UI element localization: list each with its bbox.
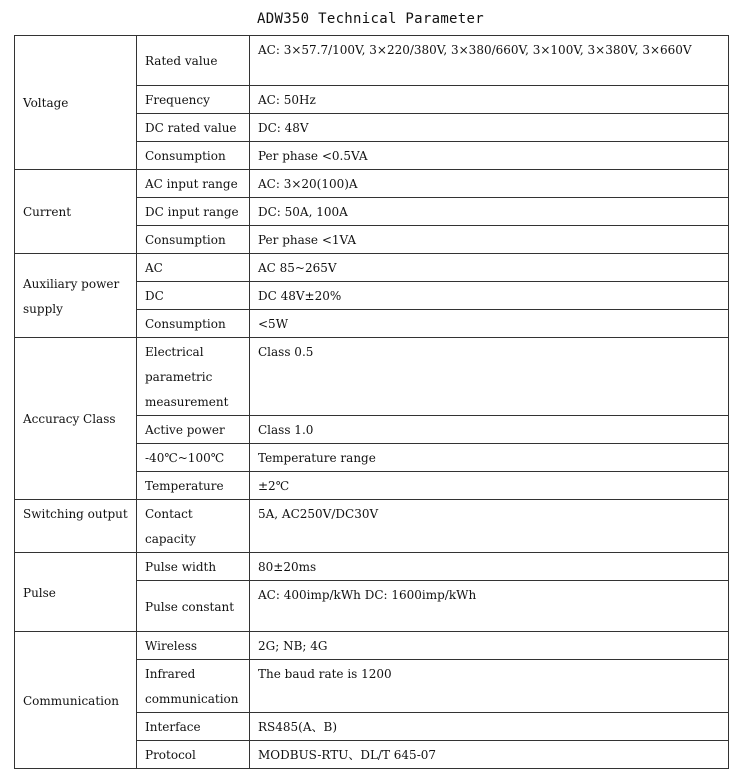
param-label: Rated value (137, 36, 250, 86)
param-value: ±2℃ (250, 472, 729, 500)
param-value: Class 1.0 (250, 416, 729, 444)
param-label: -40℃~100℃ (137, 444, 250, 472)
group-label-communication: Communication (15, 632, 137, 769)
param-label: Consumption (137, 226, 250, 254)
param-value: Per phase <1VA (250, 226, 729, 254)
param-value: AC: 50Hz (250, 86, 729, 114)
group-label-switching-output: Switching output (15, 500, 137, 553)
table-row (15, 500, 729, 553)
table-row (15, 170, 729, 198)
technical-parameter-table (14, 35, 729, 769)
param-value: AC 85~265V (250, 254, 729, 282)
group-label-voltage: Voltage (15, 36, 137, 170)
group-label-current: Current (15, 170, 137, 254)
param-value: Per phase <0.5VA (250, 142, 729, 170)
param-value: AC: 3×20(100)A (250, 170, 729, 198)
param-value: 5A, AC250V/DC30V (250, 500, 729, 553)
table-body (15, 36, 729, 769)
param-label: Active power (137, 416, 250, 444)
param-label: Frequency (137, 86, 250, 114)
table-row (15, 254, 729, 282)
table-row (15, 338, 729, 416)
param-label: AC input range (137, 170, 250, 198)
param-label: DC input range (137, 198, 250, 226)
param-value: DC: 48V (250, 114, 729, 142)
param-label: DC rated value (137, 114, 250, 142)
param-label: Protocol (137, 741, 250, 769)
param-value: The baud rate is 1200 (250, 660, 729, 713)
param-label: Infrared communication (137, 660, 250, 713)
param-value: DC: 50A, 100A (250, 198, 729, 226)
param-label: Electrical parametric measurement (137, 338, 250, 416)
param-value: RS485(A、B) (250, 713, 729, 741)
group-label-accuracy-class: Accuracy Class (15, 338, 137, 500)
param-label: Consumption (137, 142, 250, 170)
param-label: Wireless (137, 632, 250, 660)
table-row (15, 632, 729, 660)
param-value: Class 0.5 (250, 338, 729, 416)
document-title: ADW350 Technical Parameter (257, 11, 484, 27)
group-label-auxiliary-power-supply: Auxiliary power supply (15, 254, 137, 338)
param-value: <5W (250, 310, 729, 338)
param-label: Pulse constant (137, 581, 250, 632)
param-label: Contact capacity (137, 500, 250, 553)
param-value: Temperature range (250, 444, 729, 472)
param-label: Consumption (137, 310, 250, 338)
param-value: AC: 400imp/kWh DC: 1600imp/kWh (250, 581, 729, 632)
table-row (15, 36, 729, 86)
param-value: AC: 3×57.7/100V, 3×220/380V, 3×380/660V, 3×100V, 3×380V, 3×660V (250, 36, 729, 86)
param-label: AC (137, 254, 250, 282)
param-value: 80±20ms (250, 553, 729, 581)
param-label: Temperature (137, 472, 250, 500)
param-label: Interface (137, 713, 250, 741)
param-label: Pulse width (137, 553, 250, 581)
param-value: MODBUS-RTU、DL/T 645-07 (250, 741, 729, 769)
table-row (15, 553, 729, 581)
param-value: 2G; NB; 4G (250, 632, 729, 660)
param-value: DC 48V±20% (250, 282, 729, 310)
param-label: DC (137, 282, 250, 310)
group-label-pulse: Pulse (15, 553, 137, 632)
